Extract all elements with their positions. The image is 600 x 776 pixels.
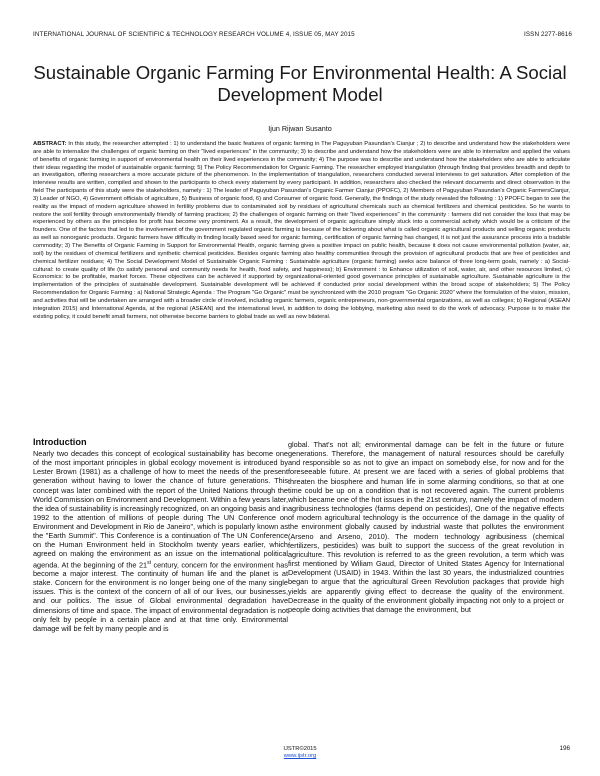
left-column (33, 437, 288, 633)
running-header (33, 31, 572, 38)
intro-left-part-2: century, concern for the environment has become a major interest. The continuity of human life and the planet is at stake. Concern for the environment is no longer being one of the many single issues. This is the context of the concern of all of our lives, our businesses, and our politics. The issue of Global environmental degradation have dimensions of time and space. The impact of environmental degradation is not only felt by people in a certain place and at that time only. Environmental damage will be felt by many people and is (33, 559, 288, 633)
abstract (33, 141, 570, 321)
introduction-left-text (33, 449, 288, 633)
superscript-st: st (147, 559, 151, 566)
footer-journal: IJSTR©2015 (283, 746, 317, 752)
abstract-label: ABSTRACT: (33, 141, 67, 147)
introduction-right-text: global. That's not all; environmental damage can be felt in the future or future generations. Therefore, the management of natural resources should be carefully and responsible so as not to give an impact on somebody else, for now and for the foreseeable future. At present we are faced with a series of global problems that threaten the biosphere and human life in some alarming conditions, so that at one time could be up on a condition that is not recovered again. The current problems which became one of the hot issues in the 21st century, namely the impact of modern agribusiness technologies (farms depend on pesticides), One of the negative effects of modern agricultural technology is the occurrence of the damage in the quality of the environment globally caused by industrial waste that pollutes the environment (Arseno and Arseno, 2010). The modern technology agribusiness (chemical fertilizers, pesticides) was built to support the success of the great revolution in agriculture. This revolution is referred to as the green revolution, a term which was first mentioned by Wiliam Gaud, Director of United States Agency for International Development (USAID) in 1943. Within the last 30 years, the industrialized countries began to argue that the agricultural Green Revolution packages that provide high yields are apparently giving effect to decrease the quality of the environment. Decrease in the quality of the environment globally impacting not only to a project or people doing activities that damage the environment, but (288, 440, 564, 614)
right-column (288, 440, 564, 614)
section-heading-introduction: Introduction (33, 437, 87, 447)
author-name: Ijun Rijwan Susanto (268, 124, 332, 133)
intro-left-part-1: Nearly two decades this concept of ecological sustainability has become one of the most important principles in global ecology movement is introduced by Lester Brown (1981) as a challenge of how to meet the needs of the present generation without having to lower the chance of future generations. This concept was later combined with the report of the United Nations through the World Commission on Environment and Development. Within a few years later, the idea of sustainability is increasingly recognized, on an ongoing basis and in 1992 to the attention of millions of people during The UN Conference on Environment and Development in Rio de Janeiro", which is popularly known as the "Earth Summit". This Conference is a continuation of The UN Conference on the Human Environment held in Stockholm twenty years earlier, which agreed on making the environment as an issue on the international political agenda. At the beginning of the 21 (33, 449, 288, 569)
abstract-text: In this study, the researcher attempted : 1) to understand the basic features of organic farming in The Paguyuban Pasundan's Cianjur ; 2) to describe and understand how the stakeholders were are able to internalize the challenges of organic farming on their "lived experiences" in the community; 3) to describe and understand how the stakeholders were are able to internalize and applied the values of benefits of organic farming in support of environmental health on their lived experiences in the community; 4) The purpose was to describe and understand how the stakeholders who are able to articulate their ideas regarding the model of sustainable organic farming; 5) The Policy Recommendation for Organic Farming. The researcher employed triangulation (through finding that provides breadth and depth to an investigation, offering researchers a more accurate picture of the phenomenon. In the implementation of triangulation, researchers conducted several interviews to get saturation. After completion of the interview results are written, compiled and shown to the participants to check every statement by every participant. In addition, researchers also checked the relevant documents and direct observation in the field The participants of this study were the stakeholders, namely : 1) The leader of Paguyuban Pasundan's Organic Farmer Cianjur (PPOFC), 2) Members of Paguyuban Pasundan's Organic FarmersCianjur, 3) Leader of NGO, 4) Government officials of agriculture, 5) Business of organic food, 6) and Consumer of organic food. Generally, the findings of the study revealed the following : 1) PPOFC began to see the reality as the impact of modern agriculture showed in fertility problems due to contaminated soil by residues of agricultural chemicals such as chemical fertilizers and chemical pesticides. So he wants to restore the soil fertility through environmentally friendly of farming practices; 2) the challenges of organic farming on their "lived experiences" in the community : farmers did not consider the loss that may be experienced by others as the principles for profit has become very prominent. As a result, the development of organic agriculture simply stuck into a commercial activity which would be a criticism of the founders. One of the factors that led to the involvement of the government regulated organic farming is because of the bickering about what is called organic agricultural products and selling organic products as well as nonorganic products. Organic farmers have difficulty in finding locally based seed for organic farming, certification of organic farming has changed, it is not just the assurance process into a tradable commodity; 3) The Benefits of Organic Farming in Support for Environmental Health, organic farming gives a positive impact on public health, because it does not cause environmental pollution (water, air, soil) by the residues of chemical fertilizers and synthetic chemical pesticides. Besides organic farming also healthy communities through the provision of agricultural products that are free of pesticides and chemical fertilizer residues; 4) The Social Development Model of Sustainable Organic Farming : Sustainable agriculture (organic farming) seeks acre balance of three long-term goals, namely : a) Social-cultural: to create quality of life (to satisfy personal and community needs for health, food safety, and happiness); b) Environment : to Enhance utilization of soil, water, air, and other resources limited, c) Economics: to be profitable, market forces. These objectives can be achieved if supported by organizational-oriented good governance principles of sustainable agriculture. Sustainable agriculture is the implementation of the principles of sustainable development. Sustainable development will be achieved if conducted prior social development within the broad scope of stakeholders; 5) The Policy Recommendation for Organic Farming : a) National Strategic Agenda : The Program "Go Organic" must be synchronized with the 2010 program "Go Organic 2020" where the formulation of the vision, mission, and activities that will be undertaken are arranged with a broader circle of involved, including organic farmers, organic entrepreneurs, non-governmental organizations, as well as colleges; b) Regional (ASEAN integration 2015) and International Agenda, at the regional (ASEAN) and the international level, in addition to doing the lobbying, marketing also need to do the work of advocacy. Purpose is to make the existing policy, it could benefit small farmers, not otherwise become barriers to global trade as well as new bilateral. (33, 141, 570, 320)
page-number: 196 (559, 745, 570, 752)
paper-title: Sustainable Organic Farming For Environmental Health: A Social Development Model (33, 62, 567, 105)
issn-header: ISSN 2277-8616 (524, 31, 572, 38)
page-footer (0, 746, 600, 760)
footer-url-link[interactable]: www.ijstr.org (283, 753, 317, 759)
journal-header: INTERNATIONAL JOURNAL OF SCIENTIFIC & TECHNOLOGY RESEARCH VOLUME 4, ISSUE 05, MAY 2015 (33, 31, 355, 38)
